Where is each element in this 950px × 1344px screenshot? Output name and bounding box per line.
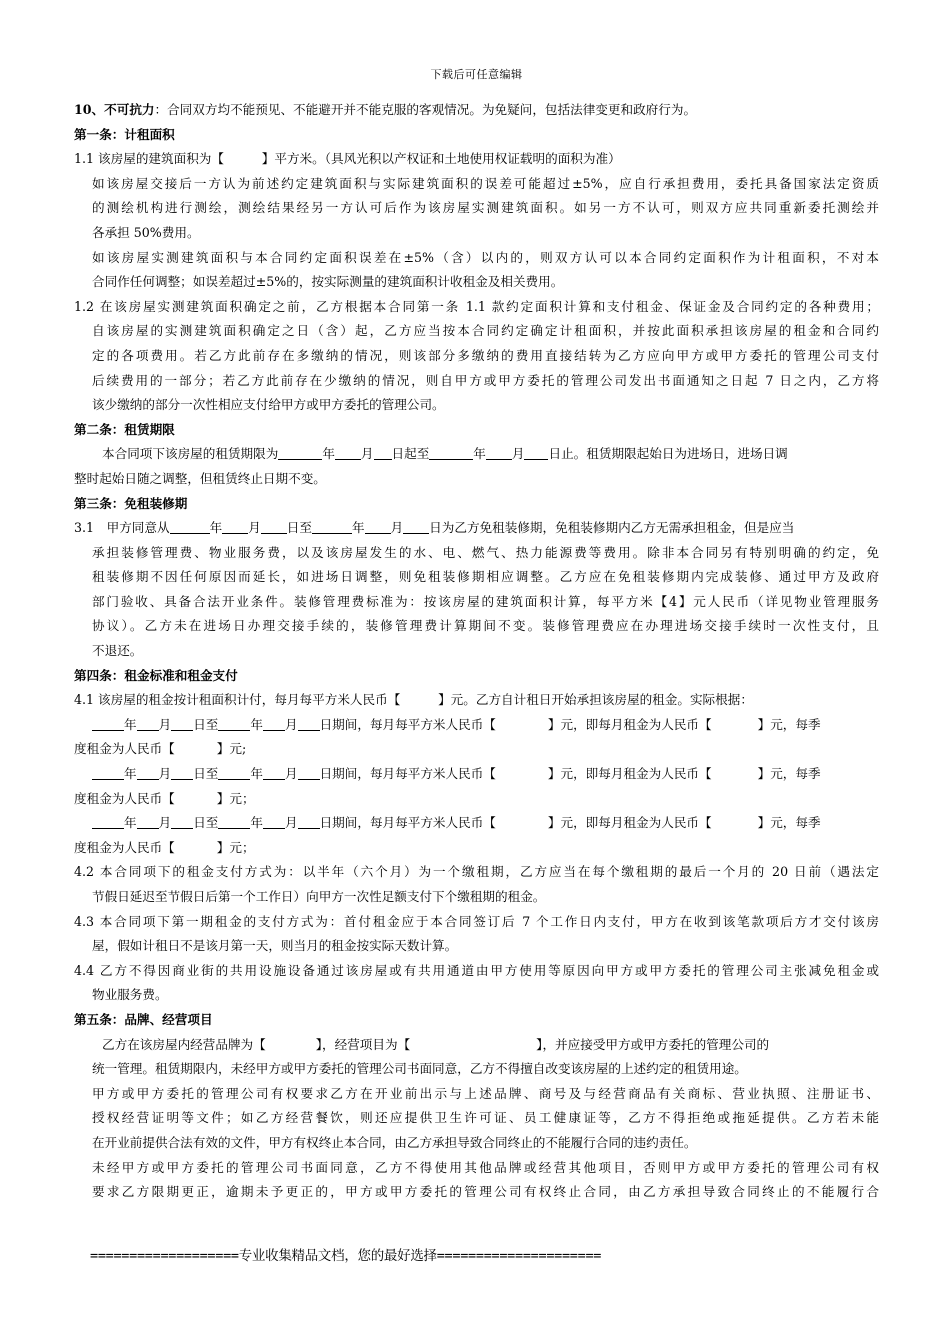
article1-line-1-1: 1.1 该房屋的建筑面积为【 】平方米。（具风光积以产权证和土地使用权证载明的面积为准） xyxy=(74,151,621,167)
page-footer xyxy=(90,1244,790,1264)
text-segment: 年 xyxy=(473,446,486,462)
blank-field[interactable] xyxy=(170,519,210,534)
text-segment: 本合同项下该房屋的租赁期限为 xyxy=(102,446,279,462)
rent-period-row-2b xyxy=(74,787,879,812)
text-segment: 】元； xyxy=(216,839,255,855)
article1-line-1-2: 自该房屋的实测建筑面积确定之日（含）起，乙方应当按本合同约定确定计租面积，并按此面积承担该房屋的租金和合同约 xyxy=(92,323,879,339)
text-segment: 】元，即每月租金为人民币【 xyxy=(547,766,712,782)
article5-para2-line: 在开业前提供合法有效的文件，甲方有权终止本合同，由乙方承担导致合同终止的不能履行合同的违约责任。 xyxy=(92,1134,697,1150)
text-segment: 月 xyxy=(158,716,172,732)
article1-line-1-2: 后续费用的一部分；若乙方此前存在少缴纳的情况，则自甲方或甲方委托的管理公司发出书面通知之日起 7 日之内，乙方将 xyxy=(92,372,879,388)
article1-para1-line: 的测绘机构进行测绘，测绘结果经另一方认可后作为该房屋实测建筑面积。如另一方不认可，则双方应共同重新委托测绘并 xyxy=(92,200,879,216)
text-segment: 月 xyxy=(390,520,404,536)
text-segment: 年 xyxy=(250,766,263,782)
text-segment: 年 xyxy=(322,446,335,462)
blank-field[interactable] xyxy=(365,519,391,534)
article1-line-1-2: 定的各项费用。若乙方此前存在多缴纳的情况，则该部分多缴纳的费用直接结转为乙方应向甲方或甲方委托的管理公司支付 xyxy=(92,347,879,363)
article1-para1-line: 如该房屋交接后一方认为前述约定建筑面积与实际建筑面积的误差可能超过±5%，应自行承担费用，委托具备国家法定资质 xyxy=(92,175,879,191)
article5-para3-line: 未经甲方或甲方委托的管理公司书面同意，乙方不得使用其他品牌或经营其他项目，否则甲方或甲方委托的管理公司有权 xyxy=(92,1159,879,1175)
rent-period-row-1b xyxy=(74,737,879,762)
text-segment: 】，并应接受甲方或甲方委托的管理公司的 xyxy=(536,1036,770,1052)
article3-line: 协议）。乙方未在进场日办理交接手续的，装修管理费计算期间不变。装修管理费应在办理进场交接手续时一次性支付，且 xyxy=(92,618,879,634)
text-segment: 年 xyxy=(351,520,365,536)
blank-field[interactable] xyxy=(335,445,361,460)
article3-line: 部门验收、具备合法开业条件。装修管理费标准为：按该房屋的建筑面积计算，每平方米【4】元人民币（详见物业管理服务 xyxy=(92,593,879,609)
text-segment: 度租金为人民币【 xyxy=(74,741,175,757)
article5-para3-line: 要求乙方限期更正，逾期未予更正的，甲方或甲方委托的管理公司有权终止合同，由乙方承担导致合同终止的不能履行合 xyxy=(92,1184,879,1200)
text-segment: 】元，每季 xyxy=(757,766,821,782)
article3-line: 不退还。 xyxy=(92,643,143,659)
article1-line-1-2: 该少缴纳的部分一次性相应支付给甲方或甲方委托的管理公司。 xyxy=(92,397,445,413)
blank-field[interactable] xyxy=(374,445,392,460)
text-segment: 日期间，每月每平方米人民币【 xyxy=(319,815,496,831)
text-segment: 日至 xyxy=(193,766,219,782)
article2-title: 第二条：租赁期限 xyxy=(74,421,175,437)
article4-title: 第四条：租金标准和租金支付 xyxy=(74,667,238,683)
text-segment: 日起至 xyxy=(391,446,430,462)
blank-field[interactable] xyxy=(92,765,124,780)
article4-line-4-2: 节假日延迟至节假日后第一个工作日）向甲方一次性足额支付下个缴租期的租金。 xyxy=(92,889,546,904)
article5-title: 第五条：品牌、经营项目 xyxy=(74,1011,213,1027)
article4-line-4-3: 屋，假如计租日不是该月第一天，则当月的租金按实际天数计算。 xyxy=(92,938,458,954)
text-segment: 月 xyxy=(511,446,525,462)
blank-field[interactable] xyxy=(278,445,322,460)
clause-number: 10、 xyxy=(74,102,105,117)
text-segment: 】元; xyxy=(216,741,247,757)
blank-field[interactable] xyxy=(171,814,193,829)
footer-slogan: 专业收集精品文档，您的最好选择 xyxy=(238,1248,437,1264)
text-segment: 】元，即每月租金为人民币【 xyxy=(547,716,712,732)
blank-field[interactable] xyxy=(429,445,473,460)
blank-field[interactable] xyxy=(171,716,193,731)
text-segment: 】，经营项目为【 xyxy=(315,1036,411,1052)
blank-field[interactable] xyxy=(403,519,429,534)
blank-field[interactable] xyxy=(486,445,512,460)
text-segment: 月 xyxy=(284,716,298,732)
text-segment: 日期间，每月每平方米人民币【 xyxy=(319,716,496,732)
blank-field[interactable] xyxy=(137,716,159,731)
text-segment: 年 xyxy=(124,766,137,782)
text-segment: 月 xyxy=(158,766,172,782)
blank-field[interactable] xyxy=(263,765,285,780)
article4-line-4-4: 4.4 乙方不得因商业街的共用设施设备通过该房屋或有共用通道由甲方使用等原因向甲方或甲方委托的管理公司主张减免租金或 xyxy=(74,962,879,978)
blank-field[interactable] xyxy=(218,814,250,829)
article5-para2-line: 甲方或甲方委托的管理公司有权要求乙方在开业前出示与上述品牌、商号及与经营商品有关商标、营业执照、注册证书、 xyxy=(92,1085,879,1101)
blank-field[interactable] xyxy=(263,716,285,731)
blank-field[interactable] xyxy=(92,716,124,731)
text-segment: 月 xyxy=(284,815,298,831)
blank-field[interactable] xyxy=(312,519,352,534)
article4-line-4-4: 物业服务费。 xyxy=(92,987,168,1003)
article2-line-2: 整时起始日随之调整，但租赁终止日期不变。 xyxy=(74,470,326,486)
rent-period-row-1 xyxy=(74,713,879,738)
article5-line-2: 统一管理。租赁期限内，未经甲方或甲方委托的管理公司书面同意，乙方不得擅自改变该房屋的上述约定的租赁用途。 xyxy=(92,1061,747,1077)
blank-field[interactable] xyxy=(171,765,193,780)
clause-text: ：合同双方均不能预见、不能避开并不能克服的客观情况。为免疑问，包括法律变更和政府行为。 xyxy=(154,102,697,117)
text-segment: 】元，即每月租金为人民币【 xyxy=(547,815,712,831)
article1-para2-line: 合同作任何调整；如误差超过±5%的，按实际测量的建筑面积计收租金及相关费用。 xyxy=(92,274,564,290)
rent-period-row-3b xyxy=(74,836,879,861)
article1-para2-line: 如该房屋实测建筑面积与本合同约定面积误差在±5%（含）以内的，则双方认可以本合同约定面积作为计租面积，不对本 xyxy=(92,249,879,265)
rent-period-row-2 xyxy=(74,762,879,787)
text-segment: 年 xyxy=(250,716,263,732)
text-segment: 】元，每季 xyxy=(757,815,821,831)
text-segment: 度租金为人民币【 xyxy=(74,839,175,855)
text-segment: 度租金为人民币【 xyxy=(74,790,175,806)
text-segment: 年 xyxy=(124,815,137,831)
blank-field[interactable] xyxy=(137,814,159,829)
blank-field[interactable] xyxy=(261,519,287,534)
article3-line: 承担装修管理费、物业服务费，以及该房屋发生的水、电、燃气、热力能源费等费用。除非本合同另有特别明确的约定，免 xyxy=(92,544,879,560)
footer-rule-right: ===================== xyxy=(436,1248,602,1264)
article2-line-1 xyxy=(74,442,879,467)
text-segment: 年 xyxy=(124,716,137,732)
blank-field[interactable] xyxy=(298,765,320,780)
text-segment: 月 xyxy=(284,766,298,782)
blank-field[interactable] xyxy=(222,519,248,534)
article5-line-1 xyxy=(74,1033,879,1058)
article1-line-1-2: 1.2 在该房屋实测建筑面积确定之前，乙方根据本合同第一条 1.1 款约定面积计算和支付租金、保证金及合同约定的各种费用； xyxy=(74,298,879,314)
article1-para1-line: 各承担 50%费用。 xyxy=(92,224,200,240)
text-segment: 3.1 甲方同意从 xyxy=(74,520,170,536)
blank-field[interactable] xyxy=(298,716,320,731)
blank-field[interactable] xyxy=(92,814,124,829)
footer-rule-left: =================== xyxy=(90,1248,239,1264)
clause-term: 不可抗力 xyxy=(104,102,155,117)
text-segment: 日期间，每月每平方米人民币【 xyxy=(319,766,496,782)
article3-line: 租装修期不因任何原因而延长，如进场日调整，则免租装修期相应调整。乙方应在免租装修期内完成装修、通过甲方及政府 xyxy=(92,569,879,585)
article4-line-4-1: 4.1 该房屋的租金按计租面积计付，每月每平方米人民币【 】元。乙方自计租日开始承担该房屋的租金。实际根据： xyxy=(74,692,753,708)
blank-field[interactable] xyxy=(218,765,250,780)
text-segment: 日至 xyxy=(193,815,219,831)
text-segment: 】元，每季 xyxy=(757,716,821,732)
rent-period-row-3 xyxy=(74,811,879,836)
text-segment: 年 xyxy=(209,520,223,536)
article3-title: 第三条：免租装修期 xyxy=(74,495,188,511)
text-segment: 】元； xyxy=(216,790,255,806)
text-segment: 日止。租赁期限起始日为进场日，进场日调 xyxy=(548,446,788,462)
blank-field[interactable] xyxy=(218,716,250,731)
page-header: 下载后可任意编辑 xyxy=(430,68,523,81)
blank-field[interactable] xyxy=(298,814,320,829)
blank-field[interactable] xyxy=(137,765,159,780)
text-segment: 日至 xyxy=(193,716,219,732)
blank-field[interactable] xyxy=(263,814,285,829)
blank-field[interactable] xyxy=(524,445,548,460)
text-segment: 月 xyxy=(360,446,374,462)
force-majeure-line xyxy=(74,98,879,123)
article4-line-4-3: 4.3 本合同项下第一期租金的支付方式为：首付租金应于本合同签订后 7 个工作日内支付，甲方在收到该笔款项后方才交付该房 xyxy=(74,913,879,929)
article5-para2-line: 授权经营证明等文件；如乙方经营餐饮，则还应提供卫生许可证、员工健康证等，乙方不得拒绝或拖延提供。乙方若未能 xyxy=(92,1110,879,1126)
article1-title: 第一条：计租面积 xyxy=(74,126,175,142)
text-segment: 乙方在该房屋内经营品牌为【 xyxy=(102,1036,266,1052)
text-segment: 月 xyxy=(158,815,172,831)
article4-line-4-2: 4.2 本合同项下的租金支付方式为：以半年（六个月）为一个缴租期，乙方应当在每个缴租期的最后一个月的 20 日前（遇法定 xyxy=(74,864,879,880)
text-segment: 日至 xyxy=(286,520,312,536)
text-segment: 月 xyxy=(248,520,261,536)
document-body xyxy=(74,98,879,1205)
article3-line-1 xyxy=(74,516,879,541)
text-segment: 日为乙方免租装修期，免租装修期内乙方无需承担租金，但是应当 xyxy=(429,520,795,536)
text-segment: 年 xyxy=(250,815,263,831)
